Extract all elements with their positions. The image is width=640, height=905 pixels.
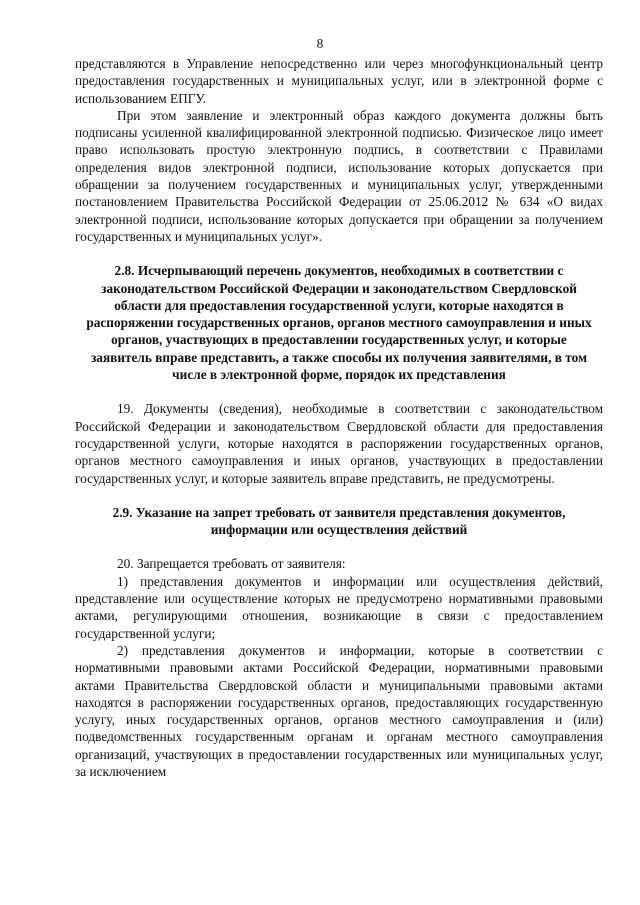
spacer (75, 383, 603, 400)
spacer (75, 487, 603, 504)
signature-paragraph: При этом заявление и электронный образ каждого документа должны быть подписаны усиленной квалифицированной электронной подписью. Физическое лицо имеет право использовать простую электронную подпись, в соответствии с Правилами определения видов электронной подписи, использование которых допускается при обращении за получением государственных и муниципальных услуг, утвержденными постановлением Правительства Российской Федерации от 25.06.2012 № 634 «О видах электронной подписи, использование которых допускается при обращении за получением государственных и муниципальных услуг». (75, 107, 603, 244)
page-number: 8 (316, 36, 324, 51)
paragraph-20: 20. Запрещается требовать от заявителя: (117, 556, 346, 572)
spacer (75, 538, 603, 555)
paragraph-19: 19. Документы (сведения), необходимые в соответствии с законодательством Российской Федерации и законодательством Свердловской области для предоставления государственной услуги, которые находятся в распоряжении государственных органов, органов местного самоуправления и иных органов, участвующих в предоставлении государственных услуг, и которые заявитель вправе представить, не предусмотрены. (75, 401, 603, 486)
list-item-1: 1) представления документов и информации или осуществления действий, представление или осуществление которых не предусмотрено нормативными правовыми актами, регулирующими отношения, возникающие в связи с предоставлением государственной услуги; (75, 573, 603, 641)
list-item-2: 2) представления документов и информации, которые в соответствии с нормативными правовыми актами Российской Федерации, нормативными правовыми актами Правительства Свердловской области и муниципальными правовыми актами находятся в распоряжении государственных органов, предоставляющих государственную услугу, иных государственных органов, органов местного самоуправления и (или) подведомственных государственным органам и органам местного самоуправления организаций, участвующих в предоставлении государственных или муниципальных услуг, за исключением (75, 642, 603, 779)
spacer (75, 245, 603, 262)
section-2-9-heading: 2.9. Указание на запрет требовать от заявителя представления документов, информации или осуществления действий (112, 504, 566, 538)
section-2-8-heading: 2.8. Исчерпывающий перечень документов, необходимых в соответствии с законодательством Российской Федерации и законодательством Свердловской области для предоставления государственной услуги, которые находятся в распоряжении государственных органов, органов местного самоуправления и иных органов, участвующих в предоставлении государственных услуг, и которые заявитель вправе представить, а также способы их получения заявителями, в том числе в электронной форме, порядок их представления (86, 263, 592, 383)
page-body (75, 55, 603, 780)
continuation-paragraph: представляются в Управление непосредственно или через многофункциональный центр предоставления государственных и муниципальных услуг, или в электронной форме с использованием ЕПГУ. (75, 56, 603, 106)
